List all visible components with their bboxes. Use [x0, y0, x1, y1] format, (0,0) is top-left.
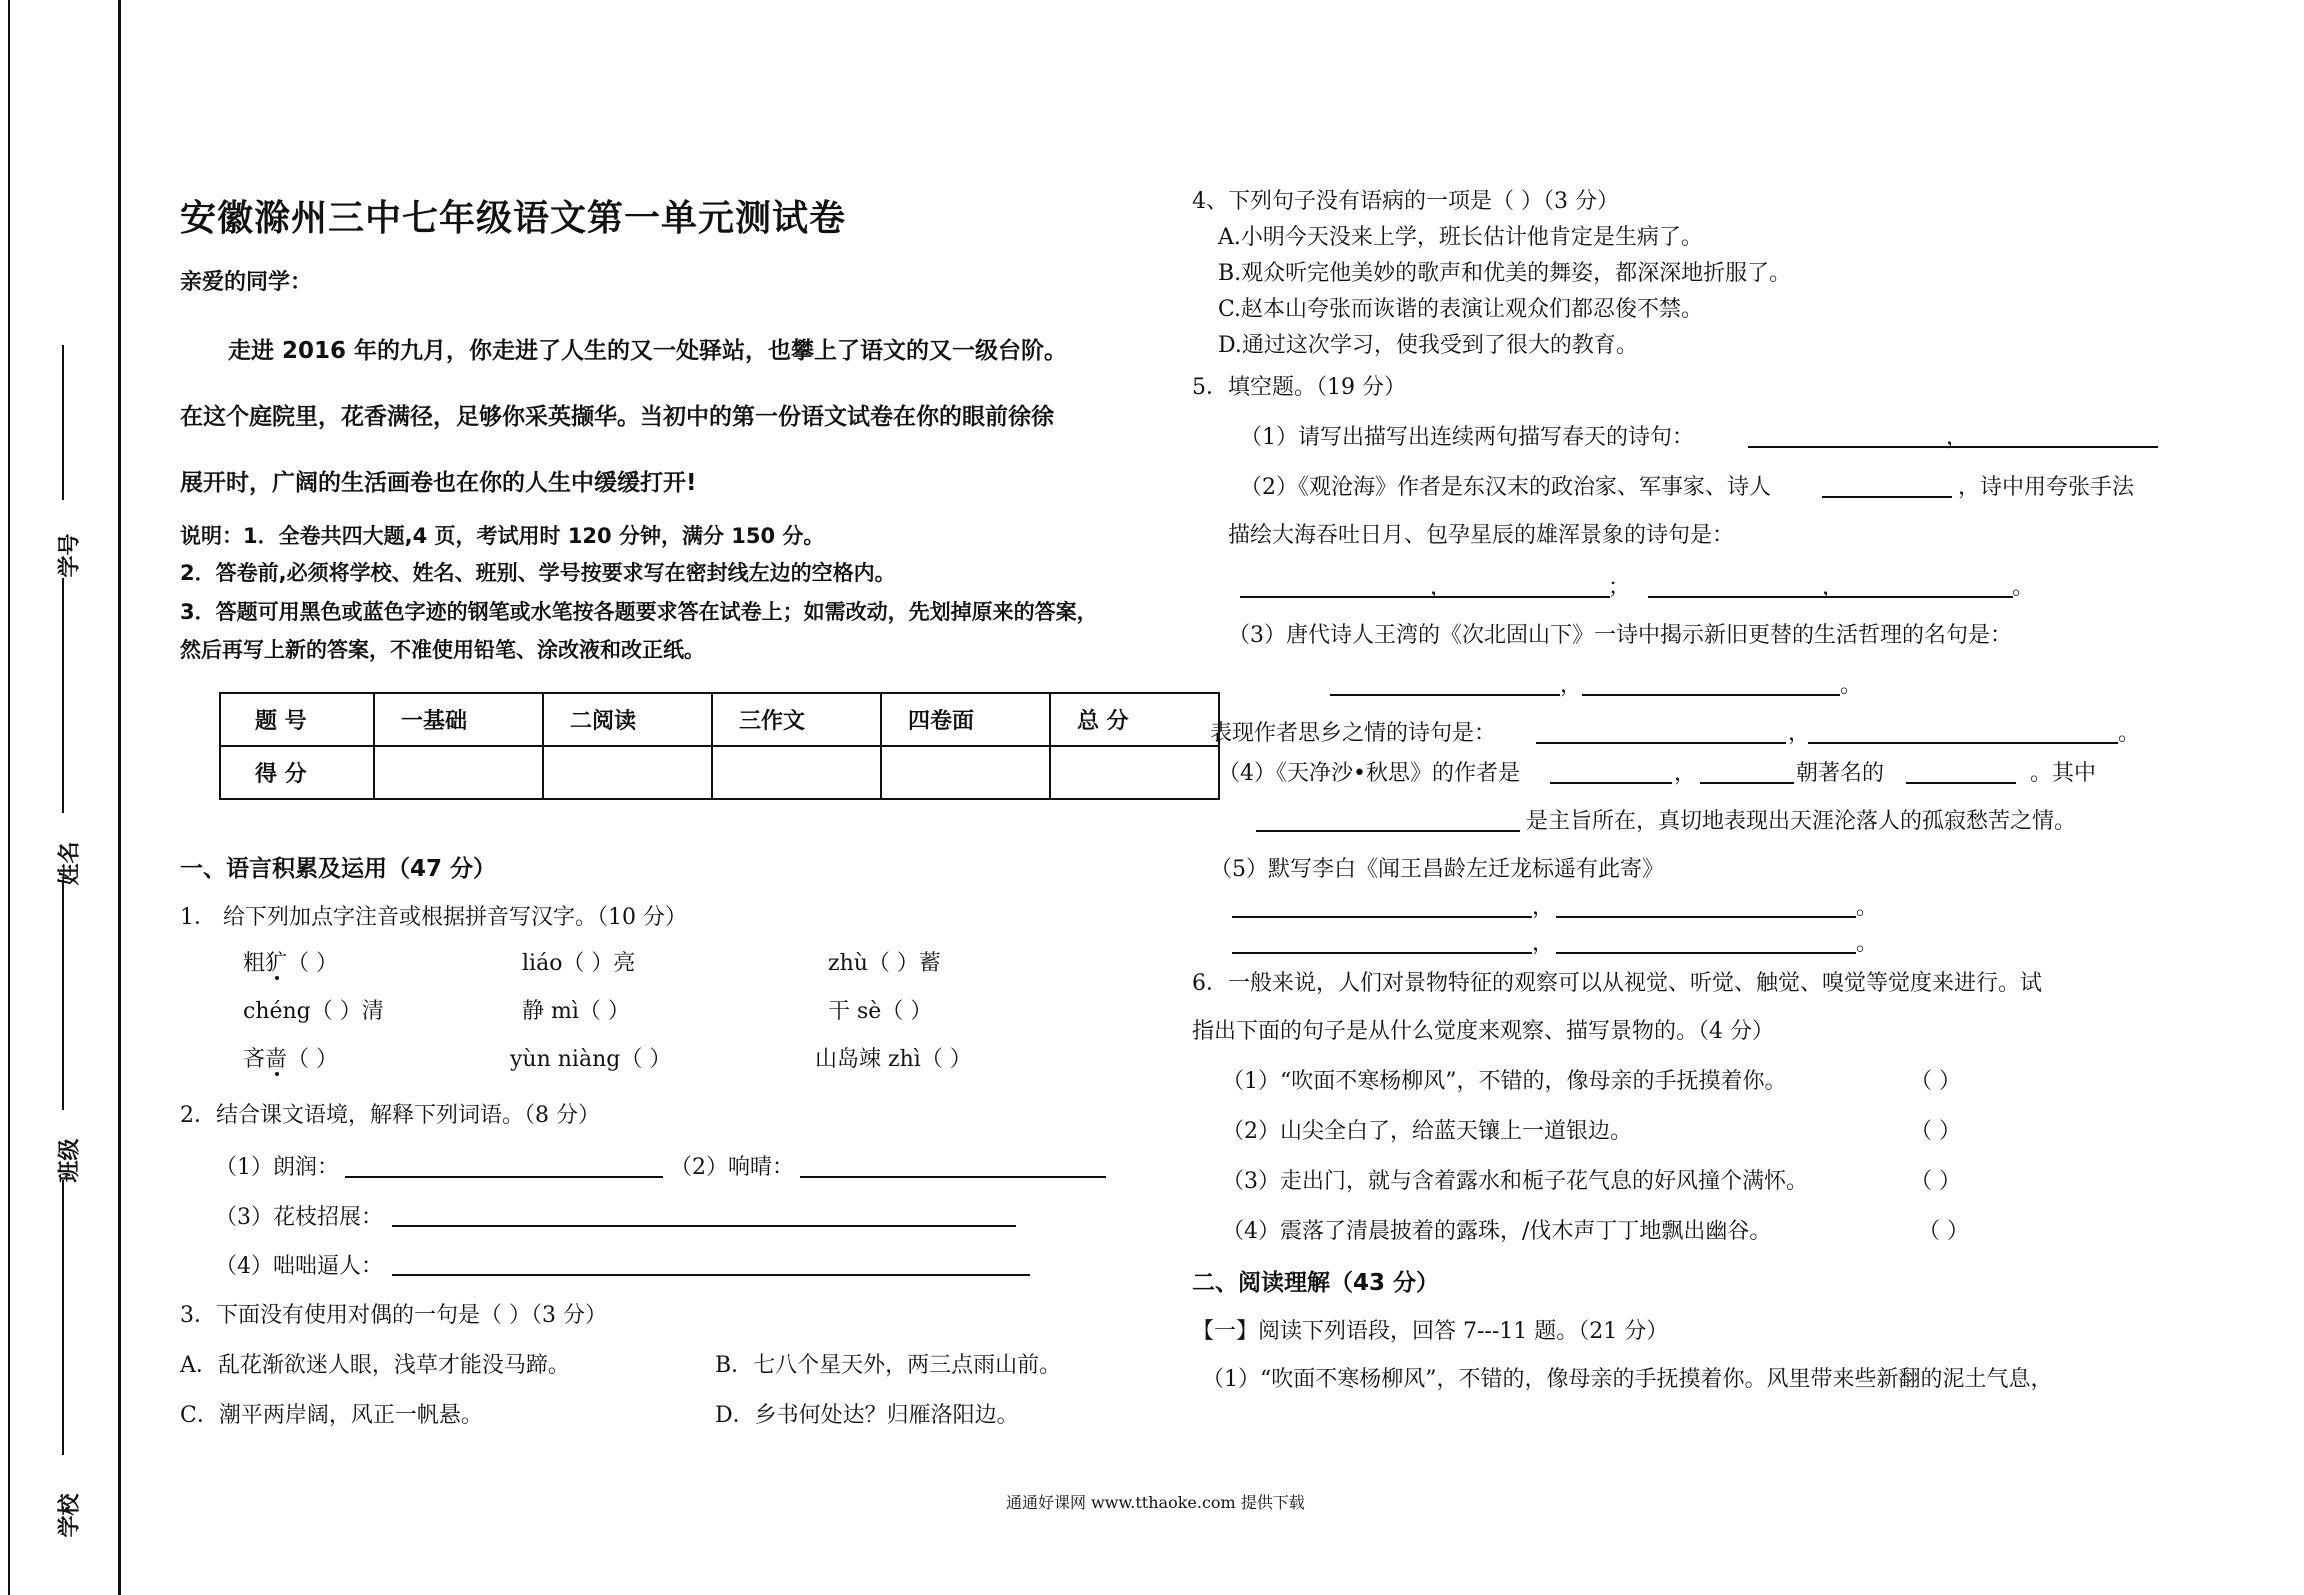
- intro-line-2: 在这个庭院里，花香满径，足够你采英撷华。当初中的第一份语文试卷在你的眼前徐徐: [180, 404, 1054, 430]
- note-line-3: 3．答题可用黑色或蓝色字迹的钢笔或水笔按各题要求答在试卷上；如需改动，先划掉原来的答案，: [180, 600, 1098, 624]
- q5-item-4c: 。其中: [2030, 761, 2097, 786]
- q4-option-d[interactable]: D.通过这次学习，使我受到了很大的教育。: [1218, 333, 1638, 358]
- q5-item-4a: （4）《天净沙•秋思》的作者是: [1218, 761, 1520, 786]
- q6-bracket[interactable]: （ ）: [1910, 1169, 1961, 1194]
- q5-answer-line[interactable]: [1330, 694, 1560, 696]
- q6-item-1: （1）“吹面不寒杨柳风”，不错的，像母亲的手抚摸着你。: [1222, 1069, 1787, 1094]
- q5-stem: 5．填空题。（19 分）: [1192, 375, 1406, 400]
- q2-item-3: （3）花枝招展：: [215, 1205, 383, 1230]
- q5-item-3b: 表现作者思乡之情的诗句是：: [1210, 721, 1497, 746]
- q5-item-2a: （2）《观沧海》作者是东汉末的政治家、军事家、诗人: [1240, 475, 1771, 500]
- score-header-cell: 一基础: [374, 693, 543, 746]
- q5-answer-line[interactable]: [1556, 916, 1856, 918]
- q5-semicolon: ；: [1608, 575, 1631, 600]
- score-table-header-row: [220, 693, 1219, 746]
- score-cell[interactable]: [1050, 746, 1219, 799]
- binding-line: [118, 0, 121, 1595]
- emphasis-dot: [275, 1072, 279, 1076]
- q1-item: zhù（ ）蓄: [828, 951, 941, 976]
- q5-answer-line[interactable]: [1240, 596, 1610, 598]
- school-label: 学校: [57, 1493, 83, 1538]
- q5-answer-line[interactable]: [1550, 782, 1672, 784]
- q5-item-5: （5）默写李白《闻王昌龄左迁龙标遥有此寄》: [1210, 857, 1664, 882]
- intro-line-1: 走进 2016 年的九月，你走进了人生的又一处驿站，也攀上了语文的又一级台阶。: [228, 338, 1068, 364]
- q6-stem-1: 6．一般来说，人们对景物特征的观察可以从视觉、听觉、触觉、嗅觉等觉度来进行。试: [1192, 971, 2042, 996]
- score-cell[interactable]: [374, 746, 543, 799]
- q1-item: 静 mì（ ）: [522, 999, 630, 1024]
- q2-answer-line[interactable]: [392, 1274, 1030, 1276]
- score-header-cell: 题 号: [220, 693, 374, 746]
- intro-line-3: 展开时，广阔的生活画卷也在你的人生中缓缓打开!: [180, 470, 697, 496]
- q5-period: 。: [2118, 721, 2141, 746]
- q3-option-a[interactable]: A．乱花渐欲迷人眼，浅草才能没马蹄。: [180, 1353, 570, 1378]
- note-line-4: 然后再写上新的答案，不准使用铅笔、涂改液和改正纸。: [180, 638, 705, 662]
- q5-answer-line[interactable]: [1808, 742, 2118, 744]
- q4-option-b[interactable]: B.观众听完他美妙的歌声和优美的舞姿，都深深地折服了。: [1218, 261, 1792, 286]
- q6-bracket[interactable]: （ ）: [1910, 1119, 1961, 1144]
- note-line-1: 说明：1．全卷共四大题,4 页，考试用时 120 分钟，满分 150 分。: [180, 524, 825, 548]
- q5-comma: ，: [1788, 721, 1811, 746]
- reading-part1-intro: 【一】阅读下列语段，回答 7---11 题。（21 分）: [1192, 1319, 1669, 1344]
- q1-item: 吝啬（ ）: [243, 1047, 338, 1072]
- score-header-cell: 三作文: [712, 693, 881, 746]
- student-no-blank[interactable]: [62, 345, 64, 500]
- q5-period: 。: [1856, 895, 1879, 920]
- q5-comma: ，: [1430, 575, 1453, 600]
- page-edge-rule: [8, 0, 10, 1595]
- q4-option-c[interactable]: C.赵本山夸张而诙谐的表演让观众们都忍俊不禁。: [1218, 297, 1704, 322]
- q5-comma: ，: [1822, 575, 1845, 600]
- reading-passage-line: （1）“吹面不寒杨柳风”，不错的，像母亲的手抚摸着你。风里带来些新翻的泥土气息，: [1202, 1367, 2053, 1392]
- q1-item: chéng（ ）清: [243, 999, 384, 1024]
- score-header-cell: 总 分: [1050, 693, 1219, 746]
- q5-answer-line[interactable]: [1556, 952, 1856, 954]
- q3-stem: 3．下面没有使用对偶的一句是（ ）（3 分）: [180, 1303, 607, 1328]
- score-table: [219, 692, 1220, 800]
- q2-answer-line[interactable]: [392, 1225, 1016, 1227]
- q5-comma: ，: [1946, 425, 1969, 450]
- q2-item-1: （1）朗润：: [215, 1155, 339, 1180]
- q1-item: 粗犷（ ）: [243, 951, 338, 976]
- q5-item-4b: 朝著名的: [1796, 761, 1885, 786]
- q5-item-4d: 是主旨所在，真切地表现出天涯沦落人的孤寂愁苦之情。: [1526, 809, 2077, 834]
- q1-item: 干 sè（ ）: [828, 999, 933, 1024]
- q5-item-3: （3）唐代诗人王湾的《次北固山下》一诗中揭示新旧更替的生活哲理的名句是：: [1228, 623, 2012, 648]
- q5-item-1: （1）请写出描写出连续两句描写春天的诗句：: [1240, 425, 1694, 450]
- q1-item: liáo（ ）亮: [522, 951, 636, 976]
- q3-option-d[interactable]: D．乡书何处达？归雁洛阳边。: [715, 1403, 1019, 1428]
- q5-comma: ，: [1532, 931, 1555, 956]
- q6-item-2: （2）山尖全白了，给蓝天镶上一道银边。: [1222, 1119, 1632, 1144]
- q5-answer-line[interactable]: [1232, 916, 1532, 918]
- q5-answer-line[interactable]: [1906, 782, 2016, 784]
- q6-item-3: （3）走出门，就与含着露水和栀子花气息的好风撞个满怀。: [1222, 1169, 1808, 1194]
- q5-answer-line[interactable]: [1232, 952, 1532, 954]
- exam-title: 安徽滁州三中七年级语文第一单元测试卷: [180, 198, 847, 239]
- q6-bracket[interactable]: （ ）: [1918, 1219, 1969, 1244]
- q5-answer-line[interactable]: [1536, 742, 1786, 744]
- q5-item-2b: ，诗中用夸张手法: [1958, 475, 2135, 500]
- q5-comma: ，: [1560, 673, 1583, 698]
- q4-option-a[interactable]: A.小明今天没来上学，班长估计他肯定是生病了。: [1218, 225, 1703, 250]
- score-header-cell: 四卷面: [881, 693, 1050, 746]
- q1-item: 山岛竦 zhì（ ）: [815, 1047, 972, 1072]
- student-no-blank-2[interactable]: [62, 578, 64, 813]
- class-blank[interactable]: [62, 1180, 64, 1455]
- q2-answer-line[interactable]: [800, 1176, 1106, 1178]
- q5-comma: ，: [1674, 761, 1697, 786]
- name-blank[interactable]: [62, 880, 64, 1110]
- note-line-2: 2．答卷前,必须将学校、姓名、班别、学号按要求写在密封线左边的空格内。: [180, 561, 896, 585]
- q2-item-4: （4）咄咄逼人：: [215, 1254, 383, 1279]
- q1-item: yùn niàng（ ）: [510, 1047, 672, 1072]
- greeting: 亲爱的同学：: [180, 270, 313, 295]
- score-cell[interactable]: [712, 746, 881, 799]
- emphasis-dot: [275, 976, 279, 980]
- class-label: 班级: [57, 1138, 83, 1183]
- q4-stem: 4、下列句子没有语病的一项是（ ）（3 分）: [1192, 189, 1619, 214]
- section2-heading: 二、阅读理解（43 分）: [1192, 1270, 1440, 1296]
- q6-item-4: （4）震落了清晨披着的露珠，/伐木声丁丁地飘出幽谷。: [1222, 1219, 1772, 1244]
- footer-credit: 通通好课网 www.tthaoke.com 提供下载: [1006, 1493, 1305, 1512]
- q5-answer-line[interactable]: [1700, 782, 1794, 784]
- q6-stem-2: 指出下面的句子是从什么觉度来观察、描写景物的。（4 分）: [1192, 1019, 1774, 1044]
- q6-bracket[interactable]: （ ）: [1910, 1069, 1961, 1094]
- section1-heading: 一、语言积累及运用（47 分）: [180, 856, 497, 882]
- q2-item-2: （2）响晴：: [670, 1155, 794, 1180]
- q5-item-2c: 描绘大海吞吐日月、包孕星辰的雄浑景象的诗句是：: [1228, 523, 1735, 548]
- score-cell[interactable]: [543, 746, 712, 799]
- q5-comma: ，: [1532, 895, 1555, 920]
- q5-answer-line[interactable]: [1582, 694, 1840, 696]
- q5-period: 。: [1840, 673, 1863, 698]
- score-row-label: 得 分: [220, 746, 374, 799]
- q2-stem: 2．结合课文语境，解释下列词语。（8 分）: [180, 1103, 600, 1128]
- student-no-label: 学号: [57, 533, 83, 578]
- score-cell[interactable]: [881, 746, 1050, 799]
- q1-stem: 1． 给下列加点字注音或根据拼音写汉字。（10 分）: [180, 905, 687, 930]
- q5-period: 。: [1856, 931, 1879, 956]
- q5-answer-line[interactable]: [1256, 830, 1520, 832]
- q3-option-c[interactable]: C．潮平两岸阔，风正一帆悬。: [180, 1403, 483, 1428]
- q3-option-b[interactable]: B．七八个星天外，两三点雨山前。: [715, 1353, 1062, 1378]
- score-table-score-row: [220, 746, 1219, 799]
- q2-answer-line[interactable]: [345, 1176, 663, 1178]
- name-label: 姓名: [57, 841, 83, 886]
- q5-answer-line[interactable]: [1822, 496, 1952, 498]
- score-header-cell: 二阅读: [543, 693, 712, 746]
- q5-period: 。: [2012, 575, 2035, 600]
